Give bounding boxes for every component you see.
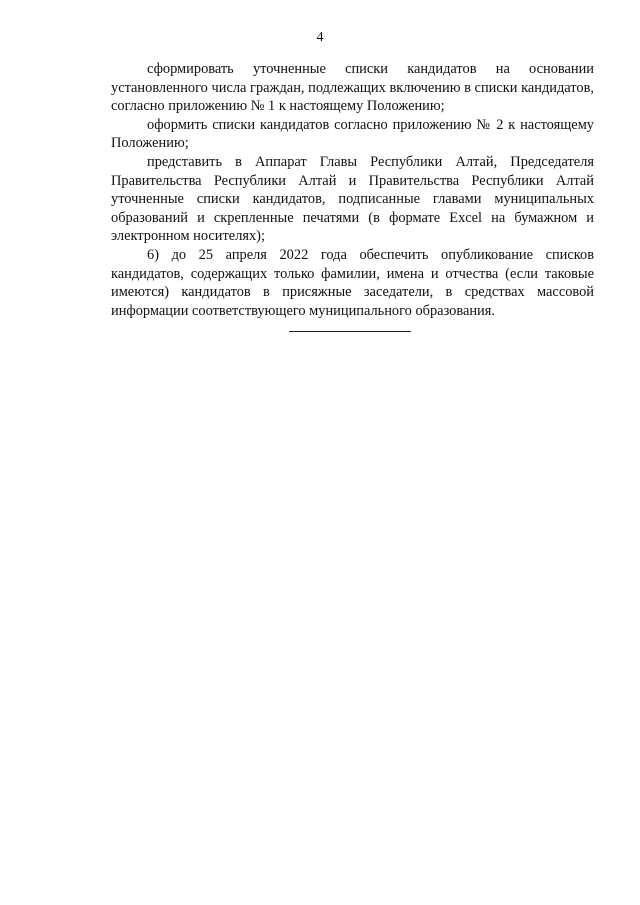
document-body	[111, 60, 594, 320]
paragraph-submit-lists: представить в Аппарат Главы Республики Алтай, Председателя Правительства Республики Алтай и Правительства Республики Алтай уточненные списки кандидатов, подписанные главами муниципальных образований и скрепленные печатями (в формате Excel на бумажном и электронном носителях);	[111, 153, 594, 245]
paragraph-format-lists: оформить списки кандидатов согласно приложению № 2 к настоящему Положению;	[111, 116, 594, 152]
paragraph-form-lists: сформировать уточненные списки кандидатов на основании установленного числа граждан, подлежащих включению в списки кандидатов, согласно приложению № 1 к настоящему Положению;	[111, 61, 594, 115]
paragraph-publish-lists: 6) до 25 апреля 2022 года обеспечить опубликование списков кандидатов, содержащих только фамилии, имена и отчества (если таковые имеются) кандидатов в присяжные заседатели, в средствах массовой информации соответствующего муниципального образования.	[111, 246, 594, 319]
page-number: 4	[316, 30, 324, 45]
end-of-text-rule	[289, 331, 411, 332]
